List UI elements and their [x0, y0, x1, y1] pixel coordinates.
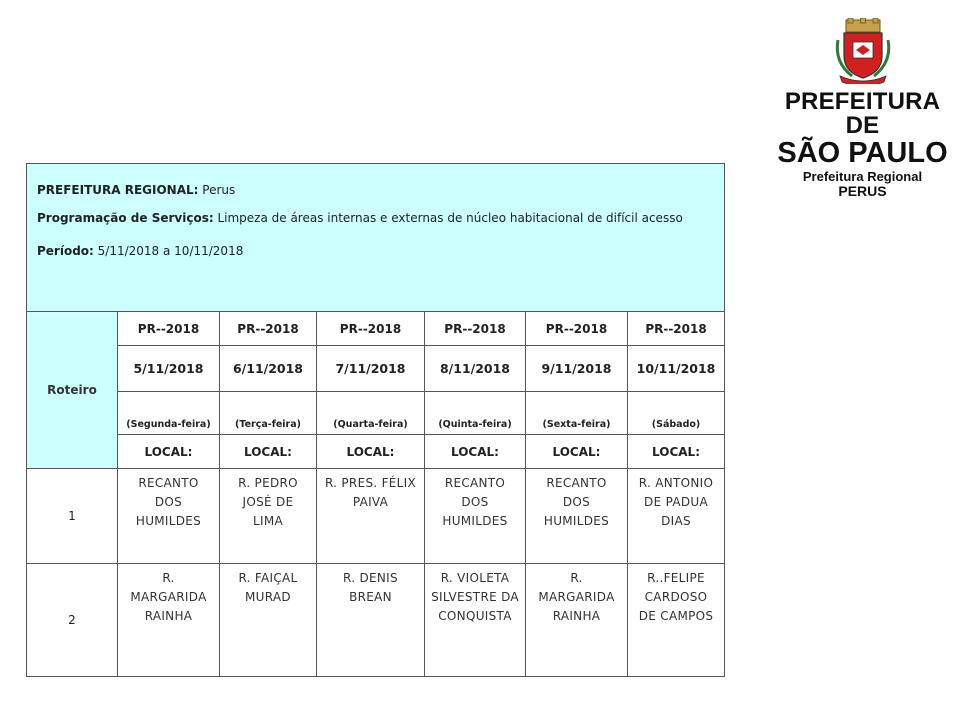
location-line: JOSÉ DE [242, 495, 294, 509]
location-line: R. [570, 571, 583, 585]
location-line: R. DENIS [343, 571, 398, 585]
local-label-cell: LOCAL: [220, 435, 317, 469]
regional-value: Perus [198, 183, 236, 197]
local-label-cell: LOCAL: [317, 435, 425, 469]
location-cell [220, 564, 317, 677]
table-row [27, 564, 725, 677]
location-line: PAIVA [352, 495, 389, 509]
location-line: R. PRES. FÉLIX [324, 476, 417, 490]
logo-region: PERUS [838, 183, 887, 199]
pr-code-cell: PR--2018 [220, 312, 317, 346]
location-cell [118, 469, 220, 564]
location-line: DOS [562, 495, 591, 509]
location-line: DOS [461, 495, 489, 509]
location-line: RECANTO [546, 476, 607, 490]
location-line: MARGARIDA [130, 590, 207, 604]
location-line: HUMILDES [135, 514, 202, 528]
local-label-cell: LOCAL: [628, 435, 725, 469]
period-line [37, 225, 714, 258]
route-number: 2 [27, 564, 118, 677]
date-cell: 7/11/2018 [317, 346, 425, 392]
location-line: MARGARIDA [538, 590, 615, 604]
program-value: Limpeza de áreas internas e externas de núcleo habitacional de difícil acesso [213, 211, 683, 225]
weekday-cell: (Sábado) [628, 392, 725, 435]
location-cell [317, 469, 425, 564]
location-cell [118, 564, 220, 677]
logo-title-line2: SÃO PAULO [777, 137, 948, 169]
roteiro-header: Roteiro [27, 312, 118, 469]
location-cell [628, 564, 725, 677]
pr-code-cell: PR--2018 [425, 312, 526, 346]
table-row [27, 469, 725, 564]
date-cell: 6/11/2018 [220, 346, 317, 392]
period-value: 5/11/2018 a 10/11/2018 [93, 244, 244, 258]
location-line: R..FELIPE [647, 571, 705, 585]
program-line [37, 197, 714, 225]
pr-code-row [27, 312, 725, 346]
pr-code-cell: PR--2018 [118, 312, 220, 346]
location-cell [425, 564, 526, 677]
location-line: RECANTO [138, 476, 199, 490]
route-number: 1 [27, 469, 118, 564]
location-line: R. FAIÇAL [238, 571, 298, 585]
location-line: HUMILDES [442, 514, 508, 528]
logo-title-line1: PREFEITURA DE [784, 88, 941, 139]
location-line: LIMA [253, 514, 283, 528]
period-label: Período: [37, 244, 94, 258]
logo-subtitle: Prefeitura Regional [802, 169, 923, 184]
location-line: R. [162, 571, 175, 585]
program-label: Programação de Serviços: [37, 211, 214, 225]
location-line: R. ANTONIO [638, 476, 714, 490]
date-cell: 5/11/2018 [118, 346, 220, 392]
location-line: CONQUISTA [438, 609, 512, 623]
pr-code-cell: PR--2018 [317, 312, 425, 346]
location-line: RAINHA [144, 609, 193, 623]
location-line: MURAD [245, 590, 291, 604]
weekday-cell: (Quinta-feira) [425, 392, 526, 435]
city-crest-icon [832, 18, 894, 84]
pr-code-cell: PR--2018 [628, 312, 725, 346]
regional-line [37, 164, 714, 197]
location-cell [220, 469, 317, 564]
regional-label: PREFEITURA REGIONAL: [37, 183, 199, 197]
pr-code-cell: PR--2018 [526, 312, 628, 346]
location-line: RECANTO [444, 476, 506, 490]
date-cell: 9/11/2018 [526, 346, 628, 392]
location-line: DOS [154, 495, 183, 509]
location-cell [526, 469, 628, 564]
local-label-cell: LOCAL: [526, 435, 628, 469]
weekday-row [27, 392, 725, 435]
local-label-cell: LOCAL: [118, 435, 220, 469]
date-cell: 10/11/2018 [628, 346, 725, 392]
location-cell [425, 469, 526, 564]
weekday-cell: (Quarta-feira) [317, 392, 425, 435]
location-line: SILVESTRE DA [431, 590, 519, 604]
location-line: DE CAMPOS [638, 609, 714, 623]
schedule-table [26, 163, 725, 677]
weekday-cell: (Terça-feira) [220, 392, 317, 435]
location-line: R. VIOLETA [440, 571, 510, 585]
prefeitura-logo [770, 18, 955, 199]
location-line: R. PEDRO [238, 476, 298, 490]
date-row [27, 346, 725, 392]
location-cell [317, 564, 425, 677]
location-line: RAINHA [552, 609, 601, 623]
location-line: BREAN [349, 590, 392, 604]
local-label-row [27, 435, 725, 469]
local-label-cell: LOCAL: [425, 435, 526, 469]
schedule-header [27, 164, 725, 312]
location-line: HUMILDES [543, 514, 610, 528]
weekday-cell: (Segunda-feira) [118, 392, 220, 435]
location-cell [628, 469, 725, 564]
location-line: DE PADUA [644, 495, 708, 509]
location-line: DIAS [661, 514, 691, 528]
date-cell: 8/11/2018 [425, 346, 526, 392]
location-line: CARDOSO [644, 590, 708, 604]
weekday-cell: (Sexta-feira) [526, 392, 628, 435]
location-cell [526, 564, 628, 677]
